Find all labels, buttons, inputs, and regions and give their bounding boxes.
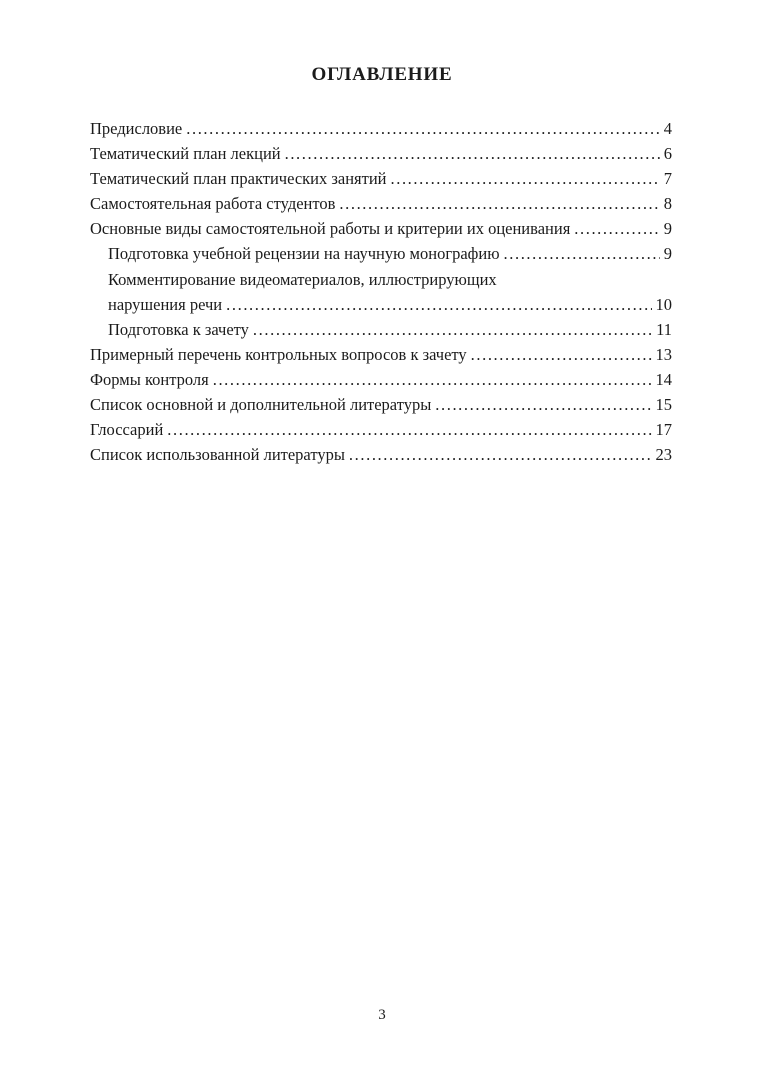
toc-entry-label: Тематический план практических занятий: [90, 169, 387, 189]
toc-entry-label: Самостоятельная работа студентов: [90, 194, 336, 214]
toc-entry-label: Комментирование видеоматериалов, иллюстрирующих: [108, 269, 497, 289]
toc-leader-dots: [349, 442, 652, 467]
toc-leader-dots: [435, 392, 651, 417]
toc-entry-page-number: 11: [656, 319, 672, 339]
toc-entry: [90, 267, 672, 292]
toc-entry: [90, 166, 672, 191]
toc-entry: [90, 292, 672, 317]
toc-entry-label: Список основной и дополнительной литературы: [90, 395, 432, 415]
toc-entry: [90, 241, 672, 266]
toc-leader-dots: [504, 241, 660, 266]
toc-entry-page-number: 10: [655, 294, 672, 314]
toc-leader-dots: [186, 116, 660, 141]
toc-entry: [90, 141, 672, 166]
toc-leader-dots: [391, 166, 660, 191]
toc-entry-page-number: 23: [655, 445, 672, 465]
toc-entry-page-number: 17: [655, 420, 672, 440]
toc-entry-label: Примерный перечень контрольных вопросов к зачету: [90, 344, 467, 364]
toc-entry-label: Предисловие: [90, 119, 183, 138]
toc-entry-page-number: 15: [655, 395, 672, 415]
toc-entry-label: Подготовка к зачету: [108, 319, 249, 339]
toc-entry-label: Тематический план лекций: [90, 144, 281, 164]
toc-entry: [90, 317, 672, 342]
toc-leader-dots: [574, 216, 659, 241]
page-title: ОГЛАВЛЕНИЕ: [311, 64, 453, 85]
toc-leader-dots: [285, 141, 660, 166]
toc-entry-label: Глоссарий: [90, 420, 164, 440]
toc-leader-dots: [253, 317, 652, 342]
toc-entry: [90, 342, 672, 367]
toc-entry-page-number: 9: [663, 244, 672, 264]
toc-entry-label: Формы контроля: [90, 369, 209, 389]
toc-entry-page-number: 13: [655, 344, 672, 364]
toc-leader-dots: [167, 417, 651, 442]
toc-entry: [90, 191, 672, 216]
footer-page-number: 3: [378, 1007, 386, 1023]
toc-entry: [90, 216, 672, 241]
toc-entry-label: Список использованной литературы: [90, 445, 345, 465]
toc-entry: [90, 367, 672, 392]
toc-leader-dots: [471, 342, 652, 367]
toc-leader-dots: [339, 191, 659, 216]
toc-entry: [90, 116, 672, 141]
table-of-contents: [90, 116, 672, 467]
toc-entry-page-number: 9: [663, 219, 672, 239]
toc-entry: [90, 442, 672, 467]
toc-entry-page-number: 8: [663, 194, 672, 214]
toc-entry-page-number: 7: [663, 169, 672, 189]
toc-entry-page-number: 6: [663, 144, 672, 164]
toc-entry-label: Основные виды самостоятельной работы и критерии их оценивания: [90, 219, 571, 239]
toc-leader-dots: [213, 367, 652, 392]
toc-entry: [90, 392, 672, 417]
toc-leader-dots: [226, 292, 651, 317]
toc-entry: [90, 417, 672, 442]
toc-entry-label: нарушения речи: [108, 294, 223, 314]
toc-entry-page-number: 14: [655, 369, 672, 389]
toc-entry-label: Подготовка учебной рецензии на научную монографию: [108, 244, 500, 264]
toc-entry-page-number: 4: [663, 119, 672, 138]
